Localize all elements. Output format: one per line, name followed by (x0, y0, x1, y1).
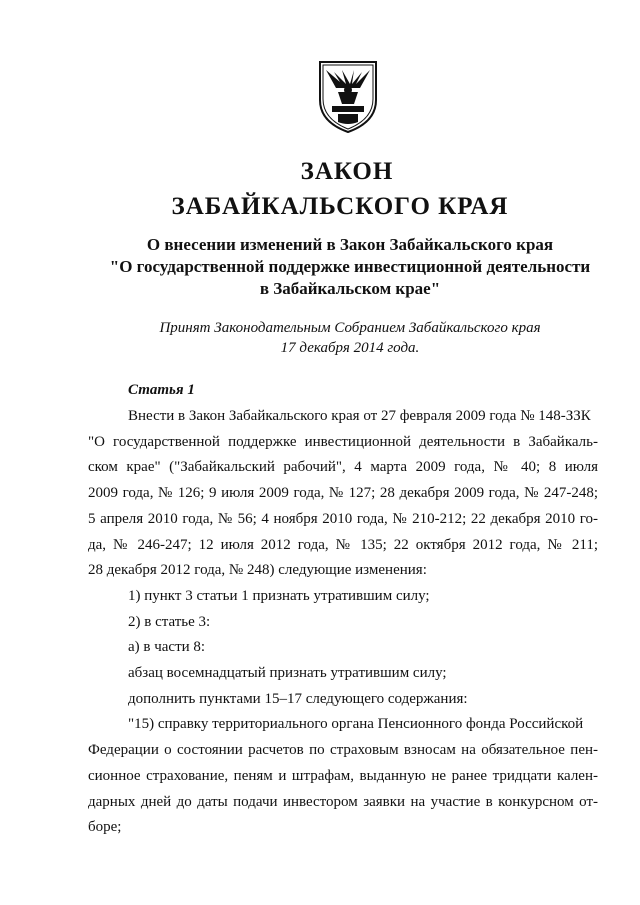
document-type-title: ЗАКОН (300, 158, 394, 185)
text-line: "О государственной поддержке инвестиционной деятельности в Забайкаль- (88, 433, 598, 450)
text-line: дарных дней до даты подачи инвестором заявки на участие в конкурсном от- (88, 793, 598, 810)
adoption-line: 17 декабря 2014 года. (280, 340, 420, 356)
coat-of-arms-emblem (316, 60, 380, 134)
region-title: ЗАБАЙКАЛЬСКОГО КРАЯ (171, 193, 509, 220)
text-line: дополнить пунктами 15–17 следующего содержания: (128, 690, 468, 707)
text-line: 28 декабря 2012 года, № 248) следующие изменения: (88, 562, 427, 579)
text-line: "15) справку территориального органа Пенсионного фонда Российской (128, 716, 584, 733)
subtitle-line: "О государственной поддержке инвестиционной деятельности (109, 257, 591, 276)
text-line: абзац восемнадцатый признать утратившим силу; (128, 665, 447, 682)
text-line: боре; (88, 819, 122, 836)
subtitle-line: в Забайкальском крае" (259, 279, 441, 298)
text-line: ском крае" ("Забайкальский рабочий", 4 марта 2009 года, № 40; 8 июля (88, 459, 598, 476)
text-line: сионное страхование, пеням и штрафам, выданную не ранее тридцати кален- (88, 767, 598, 784)
article-heading: Статья 1 (128, 382, 195, 398)
subtitle-line: О внесении изменений в Закон Забайкальского края (146, 235, 554, 254)
text-line: да, № 246-247; 12 июля 2012 года, № 135; 22 октября 2012 года, № 211; (88, 536, 598, 553)
text-line: 1) пункт 3 статьи 1 признать утратившим силу; (128, 587, 430, 604)
text-line: 5 апреля 2010 года, № 56; 4 ноября 2010 года, № 210-212; 22 декабря 2010 го- (88, 510, 598, 527)
text-line: 2009 года, № 126; 9 июля 2009 года, № 127; 28 декабря 2009 года, № 247-248; (88, 485, 598, 502)
text-line: 2) в статье 3: (128, 613, 211, 630)
adoption-note (120, 318, 580, 358)
text-line: Федерации о состоянии расчетов по страховым взносам на обязательное пен- (88, 742, 598, 759)
article-body (88, 404, 598, 841)
text-line: а) в части 8: (128, 639, 206, 656)
text-line: Внести в Закон Забайкальского края от 27 февраля 2009 года № 148-ЗЗК (128, 408, 591, 424)
adoption-line: Принят Законодательным Собранием Забайкальского края (159, 320, 541, 336)
law-subtitle (70, 234, 630, 300)
